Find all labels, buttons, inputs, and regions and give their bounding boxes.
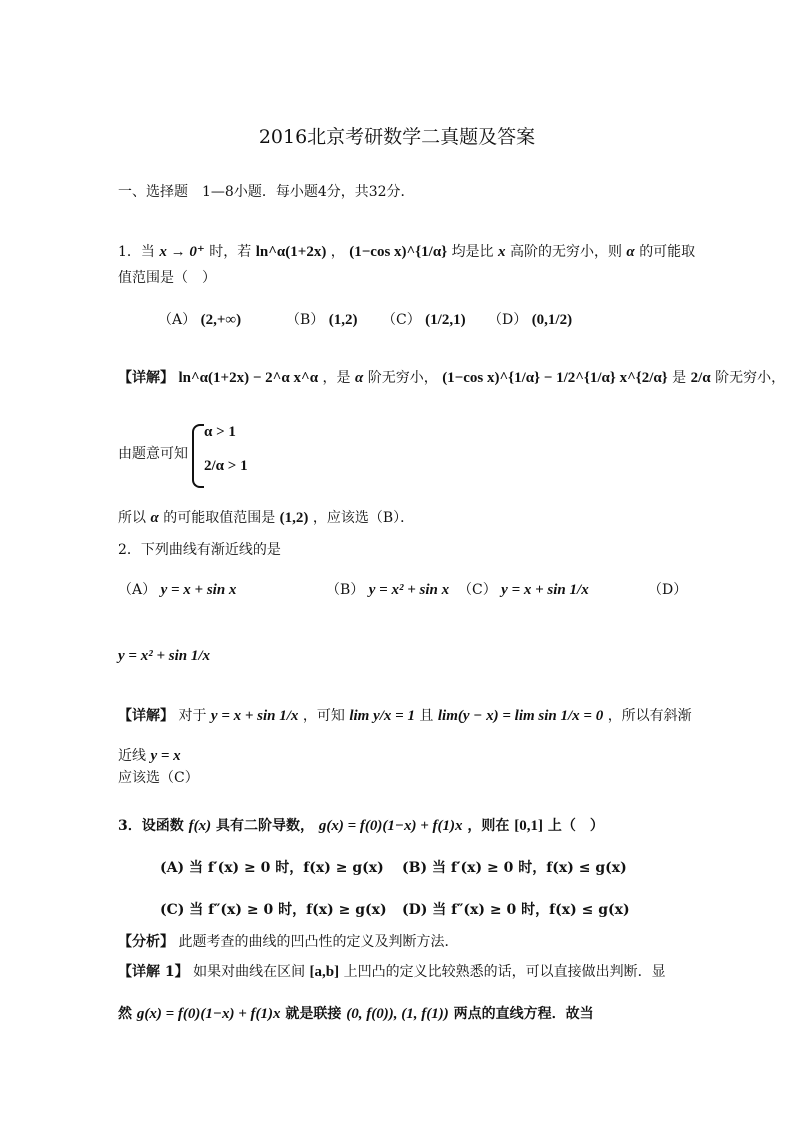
text: 阶无穷小， — [367, 370, 438, 386]
q1-condition-prefix: 由题意可知 — [118, 446, 188, 462]
math: α — [626, 244, 635, 260]
math: α — [354, 370, 364, 386]
q2-option-d-label: （D） — [648, 582, 688, 598]
math: g(x) = f(0)(1−x) + f(1)x — [136, 1006, 281, 1022]
text: ，所以有斜渐 — [607, 708, 692, 724]
text: ，则在 — [467, 818, 510, 834]
text: 是 — [672, 370, 687, 386]
math: α — [150, 510, 159, 526]
q2-detail-line2 — [118, 746, 181, 766]
q3-detail — [118, 962, 666, 982]
q1-stem-line1 — [118, 242, 695, 262]
text: 的可能取值范围是 — [163, 510, 276, 526]
section-heading: 一、选择题 1—8小题．每小题4分，共32分． — [118, 184, 415, 200]
math: y = x² + sin 1/x — [118, 648, 211, 664]
label: （B） — [326, 582, 365, 598]
math: (1,2) — [279, 510, 309, 526]
detail-label: 【详解】 — [118, 708, 174, 724]
label: （A） — [118, 582, 157, 598]
q1-option-d — [488, 310, 572, 330]
q2-option-c — [458, 580, 589, 600]
q2-stem: 2．下列曲线有渐近线的是 — [118, 542, 281, 558]
text: 然 — [118, 1006, 132, 1022]
text: 具有二阶导数， — [216, 818, 314, 834]
text: 此题考查的曲线的凹凸性的定义及判断方法． — [178, 934, 459, 950]
q1-stem-line2: 值范围是（ ） — [118, 270, 216, 286]
math: y = x² + sin x — [368, 582, 450, 598]
math: y = x + sin 1/x — [210, 708, 299, 724]
text: 3．设函数 — [118, 818, 184, 834]
q1-conclusion — [118, 508, 414, 528]
text: ， — [330, 244, 345, 260]
math: (1/2,1) — [425, 312, 466, 328]
text: 上凹凸的定义比较熟悉的话，可以直接做出判断．显 — [343, 964, 666, 980]
q2-option-a — [118, 580, 236, 600]
label: （B） — [286, 312, 325, 328]
label: （A） — [158, 312, 197, 328]
text: 1．当 — [118, 244, 155, 260]
text: 上（ ） — [547, 818, 604, 834]
label: （C） — [458, 582, 497, 598]
math: x → 0⁺ — [159, 244, 205, 260]
q3-option-a: (A) 当 f′(x) ≥ 0 时，f(x) ≥ g(x) — [160, 860, 384, 876]
text: 如果对曲线在区间 — [193, 964, 306, 980]
text: ，应该选（B）． — [312, 510, 415, 526]
text: 时，若 — [209, 244, 252, 260]
text: 高阶的无穷小，则 — [509, 244, 622, 260]
math: (1−cos x)^{1/α} — [349, 244, 448, 260]
label: （D） — [488, 312, 528, 328]
text: 均是比 — [451, 244, 494, 260]
text: 所以 — [118, 510, 146, 526]
math: [a,b] — [309, 964, 340, 980]
q3-option-b: (B) 当 f′(x) ≥ 0 时，f(x) ≤ g(x) — [402, 860, 627, 876]
q3-option-d: (D) 当 f″(x) ≥ 0 时，f(x) ≤ g(x) — [402, 902, 630, 918]
text: ，是 — [322, 370, 351, 386]
text: ，可知 — [302, 708, 345, 724]
math: y = x + sin 1/x — [501, 582, 589, 598]
text: 就是联接 — [285, 1006, 342, 1022]
math: g(x) = f(0)(1−x) + f(1)x — [318, 818, 463, 834]
math: (1−cos x)^{1/α} − 1/2^{1/α} x^{2/α} — [442, 370, 668, 386]
text: 近线 — [118, 748, 146, 764]
text: 且 — [419, 708, 434, 724]
math: [0,1] — [514, 818, 544, 834]
math: ln^α(1+2x) — [255, 244, 327, 260]
detail-label: 【详解】 — [118, 370, 174, 386]
q3-analysis — [118, 932, 458, 952]
math: (2,+∞) — [200, 312, 242, 328]
text: 对于 — [178, 708, 207, 724]
q2-detail — [118, 706, 692, 726]
analysis-label: 【分析】 — [118, 934, 174, 950]
math: (1,2) — [328, 312, 358, 328]
q2-option-d — [118, 646, 210, 666]
q3-detail-line2 — [118, 1004, 594, 1024]
math: x — [498, 244, 506, 260]
condition-1: α > 1 — [204, 424, 236, 440]
condition-2: 2/α > 1 — [204, 458, 248, 474]
q1-detail — [118, 368, 785, 388]
q2-answer: 应该选（C） — [118, 770, 199, 786]
math: y = x + sin x — [160, 582, 237, 598]
q3-option-c: (C) 当 f″(x) ≥ 0 时，f(x) ≥ g(x) — [160, 902, 387, 918]
q1-option-b — [286, 310, 358, 330]
text: 两点的直线方程．故当 — [453, 1006, 594, 1022]
math: (0,1/2) — [531, 312, 573, 328]
q1-option-a — [158, 310, 241, 330]
math: ln^α(1+2x) − 2^α x^α — [178, 370, 319, 386]
q3-stem — [118, 816, 604, 836]
q2-option-b — [326, 580, 449, 600]
system-brace — [192, 424, 204, 488]
q1-option-c — [382, 310, 466, 330]
page-title: 2016北京考研数学二真题及答案 — [258, 126, 536, 148]
text: 阶无穷小， — [715, 370, 786, 386]
math: lim(y − x) = lim sin 1/x = 0 — [437, 708, 604, 724]
detail-label: 【详解 1】 — [118, 964, 189, 980]
math: f(x) — [188, 818, 212, 834]
text: 的可能取 — [639, 244, 696, 260]
math: (0, f(0)), (1, f(1)) — [346, 1006, 449, 1022]
label: （C） — [382, 312, 421, 328]
math: 2/α — [690, 370, 711, 386]
math: lim y/x = 1 — [349, 708, 415, 724]
math: y = x — [150, 748, 181, 764]
